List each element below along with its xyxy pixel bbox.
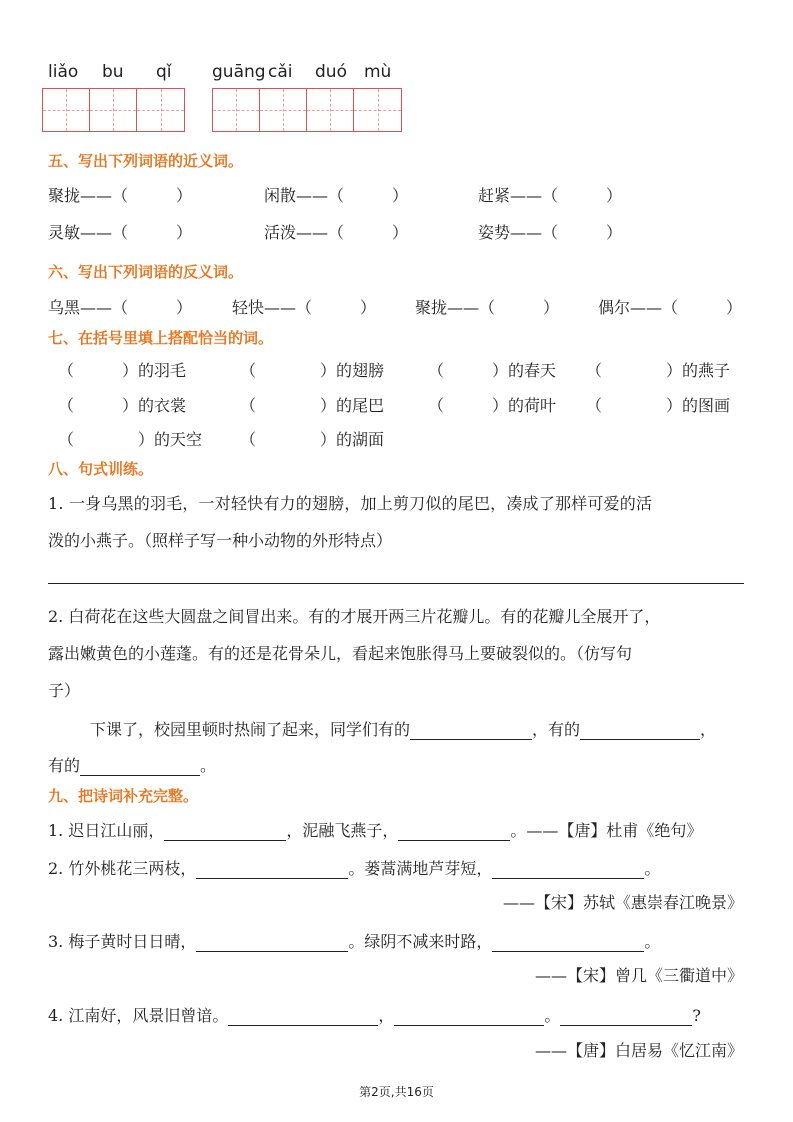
section-7-heading: 七、在括号里填上搭配恰当的词。 [48, 329, 274, 347]
antonym-item: 轻快——（ ） [232, 298, 377, 317]
antonym-item: 偶尔——（ ） [598, 298, 743, 317]
collocation-item: （ ）的春天 [428, 361, 557, 380]
pinyin-5: cǎi [268, 62, 293, 82]
writing-grid-2[interactable] [212, 88, 402, 132]
question-2-text: 2. 白荷花在这些大圆盘之间冒出来。有的才展开两三片花瓣儿。有的花瓣儿全展开了， [48, 607, 661, 626]
synonym-item: 姿势——（ ） [478, 223, 623, 242]
poem-text: 2. 竹外桃花三两枝， [48, 859, 197, 878]
fill-text: 下课了，校园里顿时热闹了起来，同学们有的 [90, 720, 411, 739]
poem-text: 3. 梅子黄时日日晴， [48, 932, 197, 951]
poem-text: ? [692, 1006, 701, 1025]
collocation-item: （ ）的图画 [586, 396, 731, 415]
collocation-item: （ ）的燕子 [586, 361, 731, 380]
pinyin-4: guāng [212, 62, 266, 82]
section-5-heading: 五、写出下列词语的近义词。 [48, 152, 244, 170]
poem-4-source: ——【唐】白居易《忆江南》 [534, 1041, 743, 1060]
poem-text: 。 [644, 859, 661, 878]
collocation-item: （ ）的衣裳 [58, 396, 187, 415]
collocation-item: （ ）的天空 [58, 430, 203, 449]
answer-line[interactable] [48, 583, 744, 584]
fill-sentence [48, 753, 216, 776]
antonym-item: 乌黑——（ ） [48, 298, 193, 317]
collocation-item: （ ）的湖面 [240, 430, 385, 449]
question-2-text: 露出嫩黄色的小莲蓬。有的还是花骨朵儿，看起来饱胀得马上要破裂似的。（仿写句 [48, 644, 633, 663]
collocation-item: （ ）的尾巴 [240, 396, 385, 415]
grid-cell[interactable] [213, 89, 260, 131]
fill-text: ，有的 [532, 720, 581, 739]
fill-text: 。 [200, 756, 217, 775]
section-6-heading: 六、写出下列词语的反义词。 [48, 263, 244, 281]
question-1-text: 泼的小燕子。（照样子写一种小动物的外形特点） [48, 531, 393, 550]
poem-text: 。蒌蒿满地芦芽短， [348, 859, 493, 878]
grid-cell[interactable] [90, 89, 137, 131]
page-number: 第2页,共16页 [359, 1085, 434, 1099]
poem-blank[interactable] [398, 823, 510, 841]
poem-text: 1. 迟日江山丽， [48, 821, 165, 840]
poem-text: ， [378, 1006, 395, 1025]
fill-blank[interactable] [410, 722, 532, 740]
poem-text: 4. 江南好，风景旧曾谙。 [48, 1006, 229, 1025]
grid-cell[interactable] [43, 89, 90, 131]
grid-cell[interactable] [137, 89, 184, 131]
poem-3 [48, 929, 660, 952]
poem-text: 。——【唐】杜甫《绝句》 [510, 821, 703, 840]
pinyin-1: liǎo [48, 62, 79, 82]
synonym-item: 聚拢——（ ） [48, 186, 193, 205]
question-2-text: 子） [48, 681, 81, 700]
synonym-item: 闲散——（ ） [264, 186, 409, 205]
poem-blank[interactable] [560, 1008, 692, 1026]
pinyin-3: qǐ [156, 62, 172, 82]
collocation-item: （ ）的羽毛 [58, 361, 187, 380]
poem-3-source: ——【宋】曾几《三衢道中》 [534, 966, 743, 985]
poem-blank[interactable] [196, 934, 348, 952]
poem-blank[interactable] [492, 934, 644, 952]
poem-blank[interactable] [394, 1008, 544, 1026]
poem-4 [48, 1003, 701, 1026]
writing-grid-1[interactable] [42, 88, 185, 132]
poem-text: 。 [544, 1006, 561, 1025]
antonym-item: 聚拢——（ ） [415, 298, 560, 317]
poem-blank[interactable] [164, 823, 286, 841]
poem-1 [48, 818, 702, 841]
fill-blank[interactable] [580, 722, 700, 740]
fill-blank[interactable] [80, 758, 200, 776]
fill-sentence [90, 717, 716, 740]
synonym-item: 赶紧——（ ） [478, 186, 623, 205]
poem-blank[interactable] [196, 861, 348, 879]
pinyin-6: duó [315, 62, 347, 82]
section-8-heading: 八、句式训练。 [48, 460, 154, 478]
grid-cell[interactable] [354, 89, 401, 131]
question-1-text: 1. 一身乌黑的羽毛，一对轻快有力的翅膀，加上剪刀似的尾巴，凑成了那样可爱的活 [48, 494, 653, 513]
synonym-item: 灵敏——（ ） [48, 223, 193, 242]
section-9-heading: 九、把诗词补充完整。 [48, 787, 199, 805]
pinyin-7: mù [364, 62, 392, 82]
collocation-item: （ ）的翅膀 [240, 361, 385, 380]
pinyin-2: bu [102, 62, 124, 82]
poem-2-source: ——【宋】苏轼《惠崇春江晚景》 [502, 893, 743, 912]
synonym-item: 活泼——（ ） [264, 223, 409, 242]
poem-2 [48, 856, 660, 879]
fill-text: 有的 [48, 756, 81, 775]
grid-cell[interactable] [260, 89, 307, 131]
collocation-item: （ ）的荷叶 [428, 396, 557, 415]
poem-blank[interactable] [228, 1008, 378, 1026]
fill-text: ， [700, 720, 717, 739]
grid-cell[interactable] [307, 89, 354, 131]
poem-text: 。 [644, 932, 661, 951]
poem-blank[interactable] [492, 861, 644, 879]
poem-text: 。绿阴不减来时路， [348, 932, 493, 951]
poem-text: ，泥融飞燕子， [286, 821, 399, 840]
